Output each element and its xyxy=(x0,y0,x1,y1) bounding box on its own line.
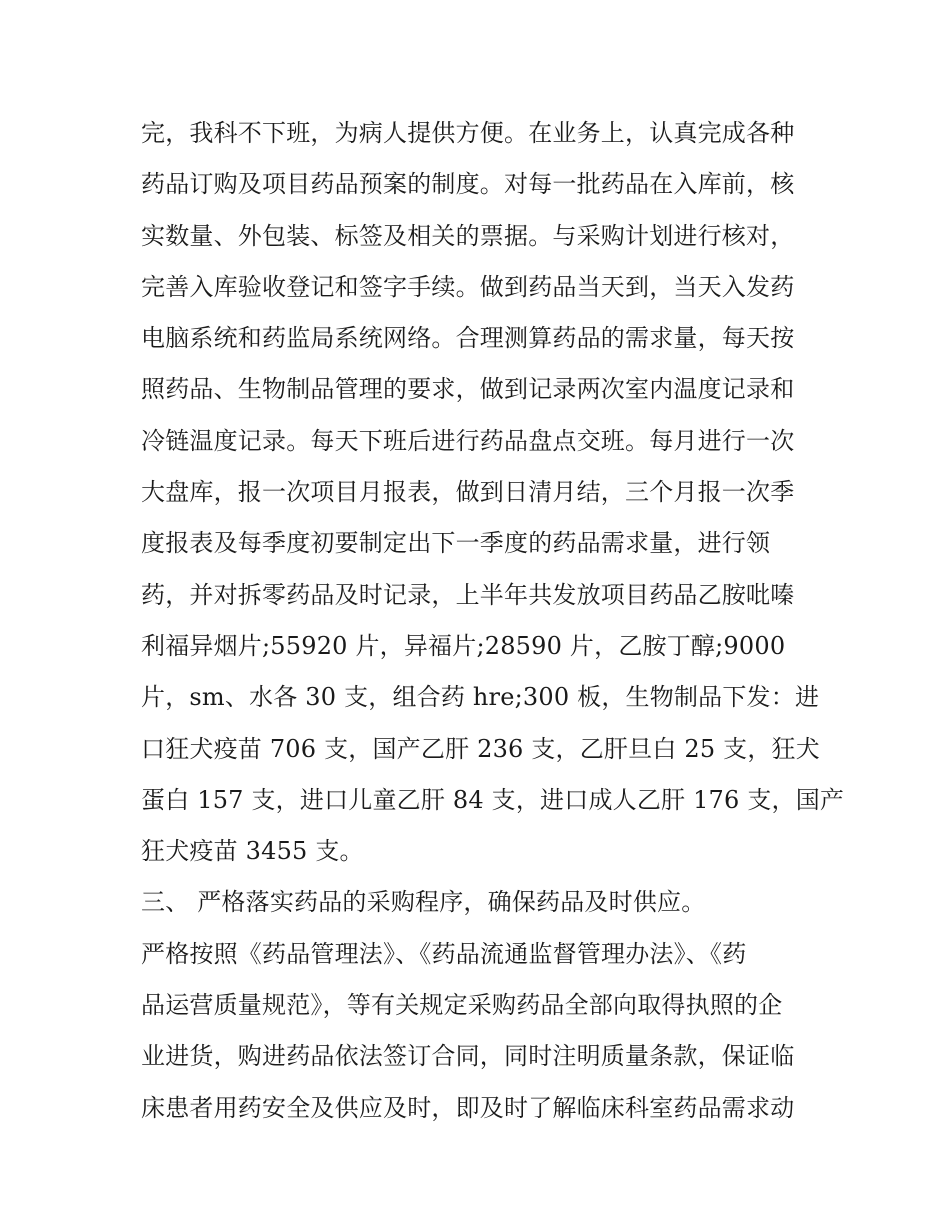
text-line: 业进货，购进药品依法签订合同，同时注明质量条款，保证临 xyxy=(141,1042,795,1071)
body-text xyxy=(141,108,845,1134)
text-line: 实数量、外包装、标签及相关的票据。与采购计划进行核对， xyxy=(141,221,795,250)
text-line: 度报表及每季度初要制定出下一季度的药品需求量，进行领 xyxy=(141,529,771,558)
text-line: 蛋白 157 支，进口儿童乙肝 84 支，进口成人乙肝 176 支，国产 xyxy=(141,785,845,814)
text-line: 利福异烟片;55920 片，异福片;28590 片，乙胺丁醇;9000 xyxy=(141,631,786,660)
text-line: 冷链温度记录。每天下班后进行药品盘点交班。每月进行一次 xyxy=(141,426,795,455)
text-line: 床患者用药安全及供应及时，即及时了解临床科室药品需求动 xyxy=(141,1093,795,1122)
text-line: 完，我科不下班，为病人提供方便。在业务上，认真完成各种 xyxy=(141,119,795,147)
text-line: 完善入库验收登记和签字手续。做到药品当天到，当天入发药 xyxy=(141,272,795,301)
section-heading: 三、 严格落实药品的采购程序，确保药品及时供应。 xyxy=(141,888,706,917)
text-line: 电脑系统和药监局系统网络。合理测算药品的需求量，每天按 xyxy=(141,324,795,353)
text-line: 照药品、生物制品管理的要求，做到记录两次室内温度记录和 xyxy=(141,375,795,404)
text-line: 药，并对拆零药品及时记录，上半年共发放项目药品乙胺吡嗪 xyxy=(141,580,795,609)
text-line: 严格按照《药品管理法》、《药品流通监督管理办法》、《药 xyxy=(141,939,747,968)
text-line: 大盘库，报一次项目月报表，做到日清月结，三个月报一次季 xyxy=(141,478,795,507)
text-line: 口狂犬疫苗 706 支，国产乙肝 236 支，乙肝旦白 25 支，狂犬 xyxy=(141,734,820,763)
text-line: 狂犬疫苗 3455 支。 xyxy=(141,837,364,866)
text-line: 片，sm、水各 30 支，组合药 hre;300 板，生物制品下发：进 xyxy=(141,683,820,712)
text-line: 药品订购及项目药品预案的制度。对每一批药品在入库前，核 xyxy=(141,170,795,199)
text-line: 品运营质量规范》，等有关规定采购药品全部向取得执照的企 xyxy=(141,991,783,1020)
